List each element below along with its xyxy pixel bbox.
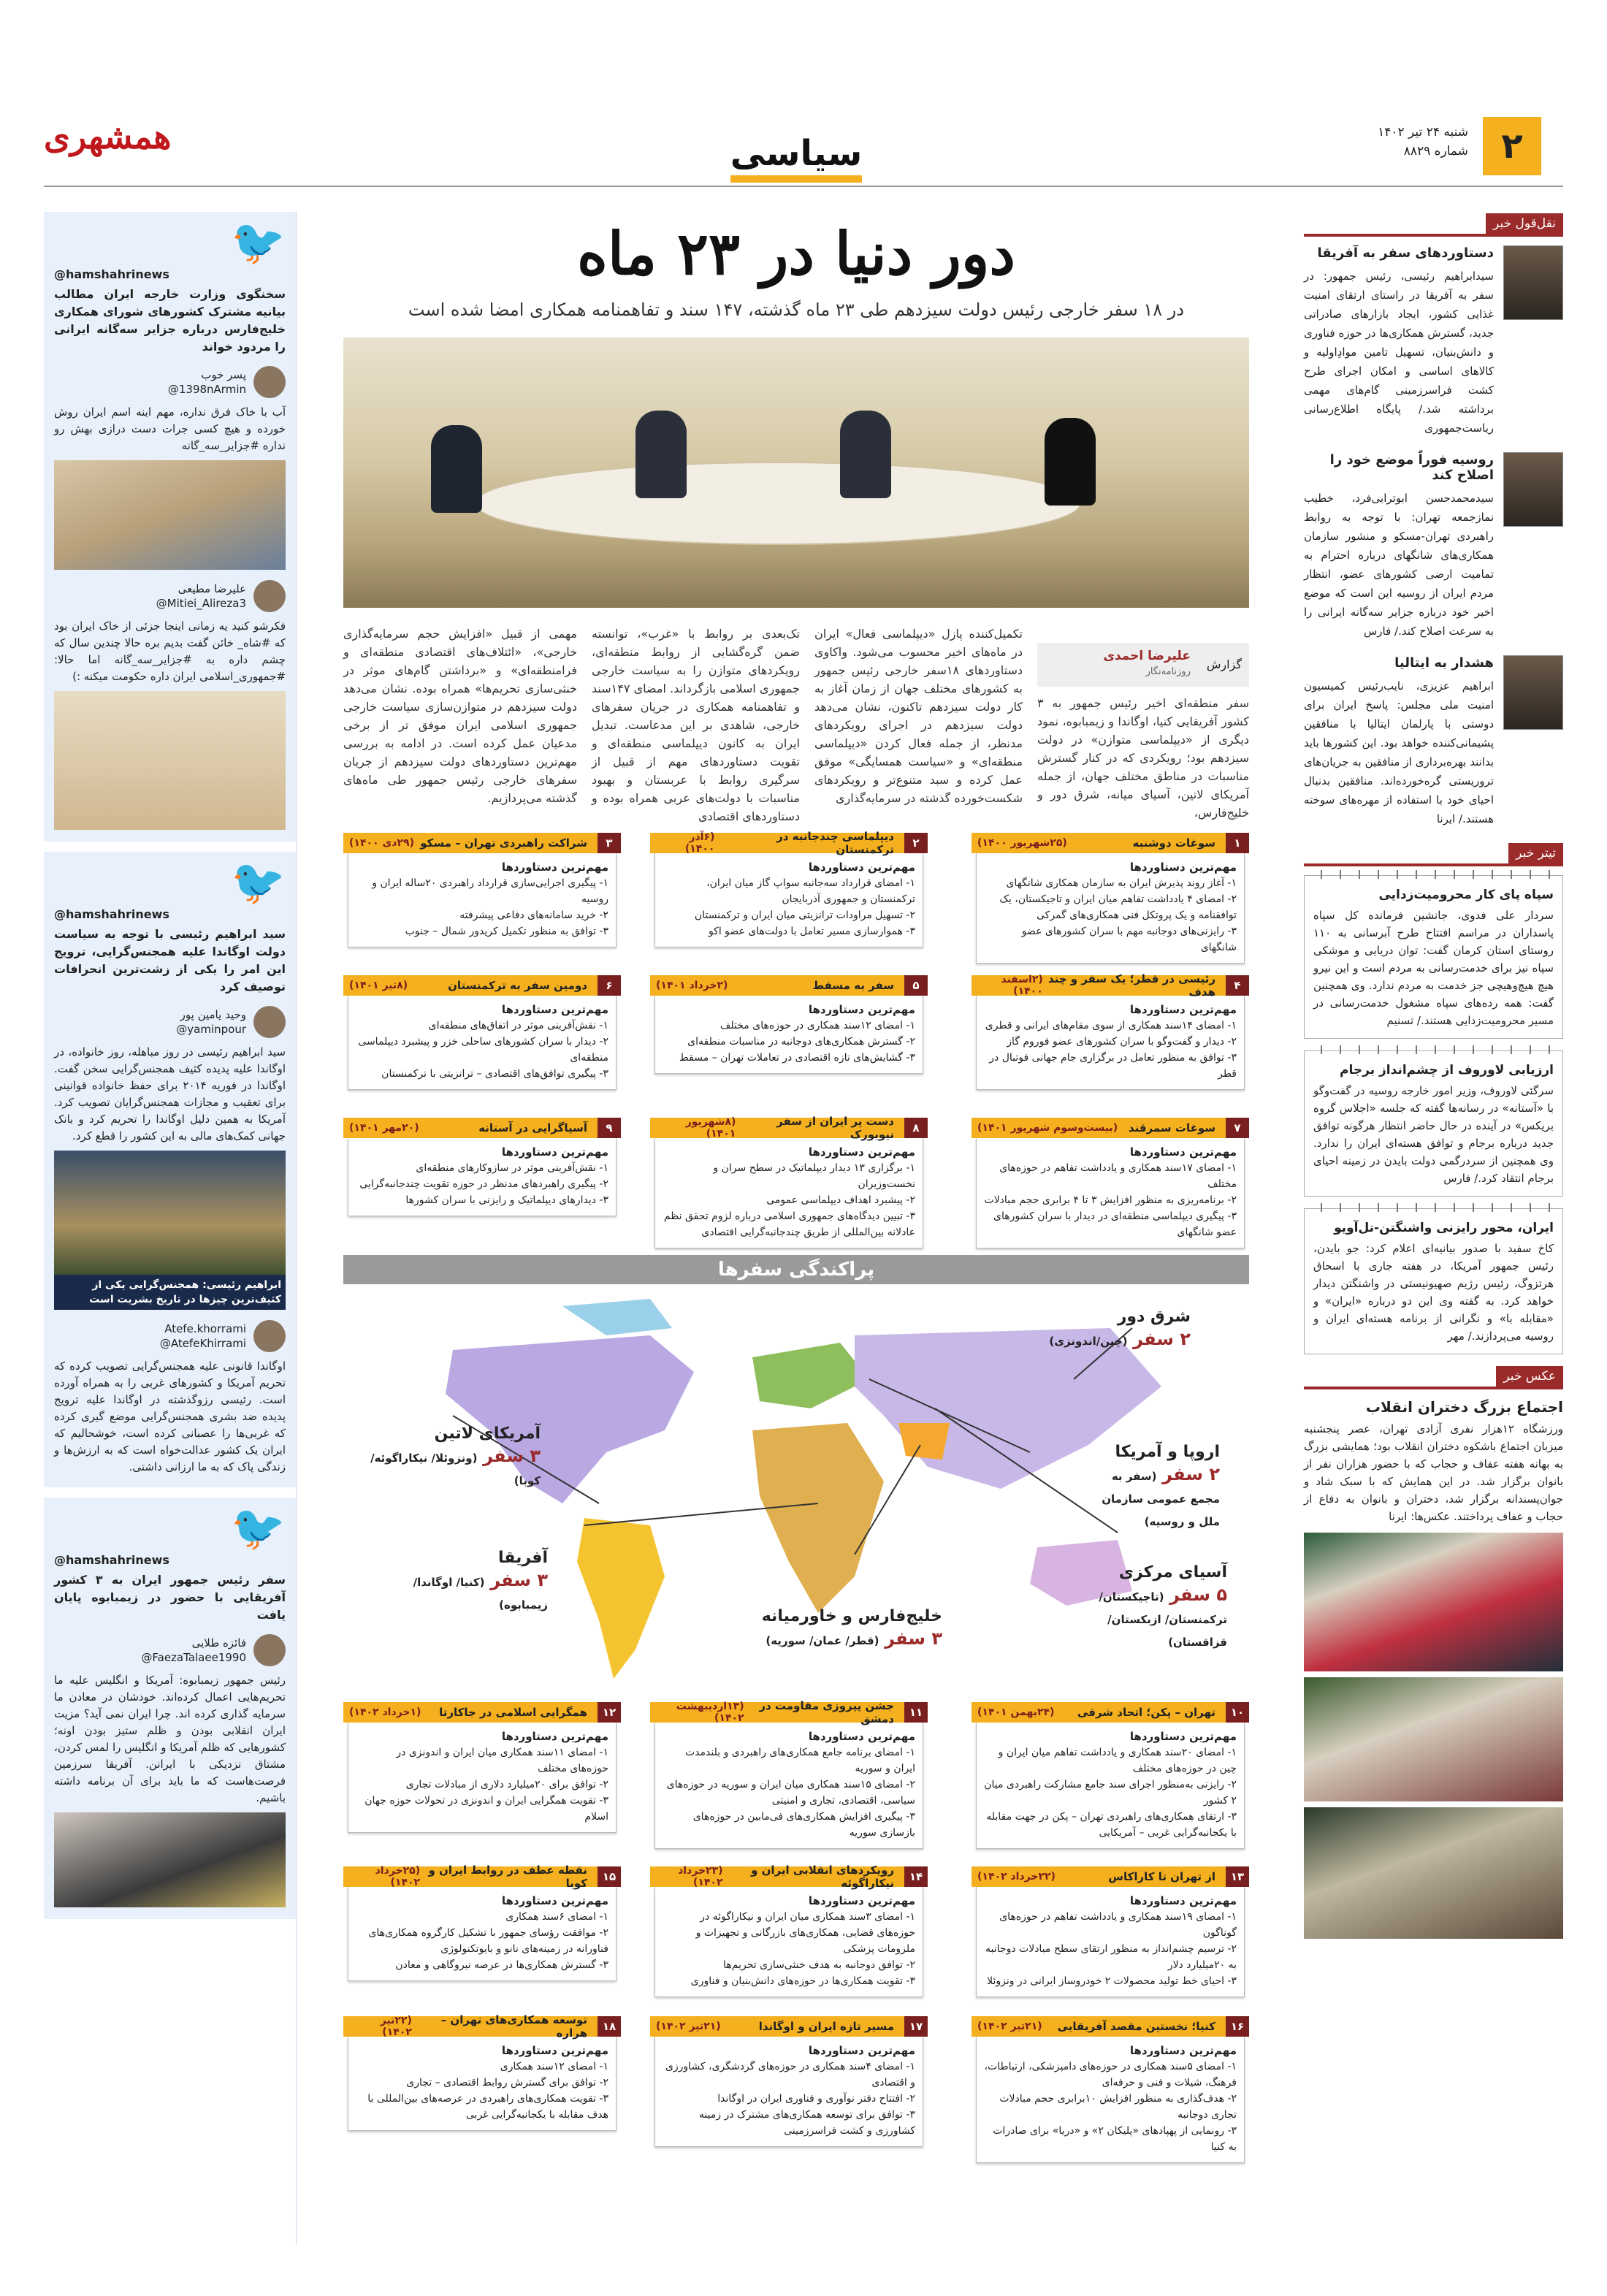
trip-number: ۱۵ [598,1866,621,1887]
quote-text: سیدمحمدحسن ابوترابی‌فرد، خطیب نمازجمعه تهران: با توجه به روابط راهبردی تهران-مسکو و منشور سازمان همکاری‌های شانگهای درباره احترام به تمامیت ارضی کشورهای عضو، انتظار مردم ایران از روسیه این است که موضع اخیر خود درباره جزایر سه‌گانه ایرانی را به سرعت اصلاح کند./ فارس [1304,492,1494,638]
trip-achievement: ۳- احیای خط تولید محصولات ۲ خودروساز ایرانی در ونزوئلا [987,1975,1237,1987]
reply-text: آب با خاک فرق نداره، مهم اینه اسم ایران روش خورده و هیچ کسی جرات دست درازی بهش رو نداره #جزایر_سه_گانه [54,405,286,452]
trip-body [348,2037,617,2131]
reply-user[interactable] [54,1320,286,1352]
trip-achievements-heading: مهم‌ترین دستاوردها [808,861,915,874]
trip-achievement: ۲- رایزنی به‌منظور اجرای سند جامع مشارکت راهبردی میان ۲ کشور [984,1779,1237,1807]
trip-achievement: ۱- امضای ۴سند همکاری در حوزه‌های گردشگری، کشاورزی و اقتصادی [665,2061,915,2089]
trip-box [650,1699,928,1849]
trip-date: (۱۳اردیبهشت ۱۴۰۲) [676,1701,744,1724]
trip-achievements-heading: مهم‌ترین دستاوردها [1129,1145,1237,1159]
trip-achievement: ۱- پیگیری اجرایی‌سازی قرارداد راهبردی ۲۰ساله ایران و روسیه [372,877,608,905]
note-text: سردار علی فدوی، جانشین فرمانده کل سپاه پاسداران در مراسم افتتاح طرح آبرسانی به ۱۱۰ روستای استان کرمان گفت: توان دریایی و موشکی سپاه نیز برای خدمت‌رسانی به مردم است و این نیرو هیچ هیچ‌وهیچی جز خدمت به مردم ندارد. وی همچنین گفت: همه رده‌های سپاه مشغول خدمت‌رسانی در مسیر محرومیت‌زدایی هستند./ تسنیم [1313,909,1554,1027]
portrait [1503,655,1563,730]
image-caption: ابراهیم رئیسی: همجنس‌گرایی یکی از کثیف‌ترین چیزها در تاریخ بشریت است [54,1275,286,1310]
reply-text: اوگاندا قانونی علیه همجنس‌گرایی تصویب کرده که تحریم آمریکا و کشورهای غربی را به همراه آورده است. رئیسی رزوگذشته در اوگاندا علیه ترویج پدیده ضد بشری همجنس‌گرایی موضع گیری کرده که غربی‌ها را عصبانی کرده است، خوشحالیم که ایران یک کشور عدالت‌خواه است که به ارزش‌ها و زندگی پاک که به ما ارزانی داشتی. [54,1359,286,1473]
trip-achievement: ۳- تقویت همکاری‌های راهبردی در عرصه‌های بین‌المللی با هدف مقابله با یکجانبه‌گرایی غربی [367,2093,608,2121]
portrait [1503,245,1563,320]
issue-info [1378,123,1468,161]
news-note [1304,875,1563,1039]
trip-number: ۷ [1226,1118,1249,1138]
trip-achievement: ۳- رونمایی از پهپادهای «پلیکان ۲» و «دریا» برای صادرات به کنیا [993,2125,1237,2153]
trip-box [343,2013,621,2131]
note-text: کاخ سفید با صدور بیانیه‌ای اعلام کرد: جو بایدن، رئیس جمهور آمریکا، در هفته جاری با اسحاق هرتزوگ، رئیس رژیم صهیونیستی در واشنگتن دیدار خواهد کرد. به گفته وی این دو درباره «ایران» و «مقابله با» و نگرانی از برنامه هسته‌ای ایران و روسیه می‌پردازند./ مهر [1313,1242,1554,1343]
trip-achievement: ۳- گشایش‌های تازه اقتصادی در تعاملات تهران – مسقط [679,1052,915,1064]
photo-text: ورزشگاه ۱۲هزار نفری آزادی تهران، عصر پنجشنبه میزبان اجتماع باشکوه دختران انقلاب بود؛ همایشی بزرگ به بهانه هفته عفاف و حجاب که با حضور هزاران نفر از بانوان برگزار شد. در این همایش که با سبک شاد و جوان‌پسندانه برگزار شد، دختران و بانوان به دفاع از حجاب و عفاف پرداختند. عکس‌ها: ایرنا [1304,1422,1564,1523]
zimbabwe-visit-image [54,1812,286,1907]
map-region-far-east: شرق دور ۲ سفر (چین/اندونزی) [1049,1308,1191,1349]
trip-header [343,1864,621,1890]
trip-header [972,1702,1249,1723]
trip-number: ۸ [904,1118,928,1138]
section-title: سیاسی [730,133,863,174]
trip-achievement: ۲- پیگیری راهبردهای مدنظر در حوزه تقویت چندجانبه‌گرایی [359,1178,608,1190]
trip-title: توسعه همکاری‌های تهران – هراره [440,2013,587,2040]
trip-body [348,996,617,1090]
trip-achievement: ۳- پیگیری افزایش همکاری‌های فی‌مابین در حوزه‌های بازسازی سوریه [692,1811,915,1839]
trip-header [343,975,621,996]
reply-user[interactable] [54,366,286,398]
trip-achievement: ۱- امضای ۱۲سند همکاری [500,2061,608,2072]
trip-box [343,1866,621,1981]
tweet-block [44,212,296,842]
rally-photo-2 [1304,1677,1563,1801]
trip-box [343,833,621,947]
trip-achievement: ۲- امضای ۱۵سند همکاری میان ایران و سوریه در حوزه‌های سیاسی، اقتصادی، تجاری و امنیتی [666,1779,915,1807]
trip-body [654,1723,923,1849]
trip-body [654,853,923,947]
trip-title: سوغات سمرقند [1128,1121,1215,1134]
trip-achievement: ۲- خرید سامانه‌های دفاعی پیشرفته [459,909,608,921]
trip-achievements-heading: مهم‌ترین دستاوردها [1129,861,1237,874]
trip-achievements-heading: مهم‌ترین دستاوردها [501,1730,608,1743]
trip-achievements-heading: مهم‌ترین دستاوردها [808,1730,915,1743]
newspaper-logo: همشهری [44,117,172,156]
trip-title: تهران – پکن؛ اتحاد شرقی [1077,1706,1215,1719]
trip-date: (۸شهریور ۱۴۰۱) [685,1116,736,1140]
trip-date: (۲۵شهریور ۱۴۰۰) [977,837,1067,849]
quote-title: روسیه فوراً موضع خود را اصلاح کند [1329,452,1494,483]
avatar [253,1320,286,1352]
trip-achievement: ۳- دیدارهای دیپلماتیک و رایزنی با سران کشورها [405,1194,608,1206]
photo-label: عکس خبر [1496,1366,1563,1387]
map-region-persian-gulf: خلیج‌فارس و خاورمیانه ۳ سفر (قطر/ عمان/ سوریه) [761,1607,942,1649]
trip-achievement: ۱- امضای ۳سند همکاری میان ایران و نیکاراگوئه در حوزه‌های قضایی، همکاری‌های بازرگانی و تجهیزات و ملزومات پزشکی [695,1911,915,1955]
person-figure [1045,418,1096,506]
twitter-bird-icon: 🐦 [231,1503,286,1554]
issue-number: شماره ۸۸۲۹ [1403,144,1468,159]
note-title: ارزیابی لاوروف از چشم‌انداز برجام [1340,1063,1554,1078]
trip-achievements-heading: مهم‌ترین دستاوردها [808,2044,915,2057]
trip-title: نقطه عطف در روابط ایران و کوبا [428,1864,587,1890]
avatar [253,1634,286,1666]
reply-user[interactable] [54,580,286,612]
trip-header [972,1118,1249,1138]
trip-box [343,1118,621,1216]
persian-gulf-map-image [54,460,286,570]
quote-title: دستاوردهای سفر به آفریقا [1317,245,1494,261]
trip-header [343,2013,621,2040]
trip-achievement: ۱- امضای ۱۲سند همکاری در حوزه‌های مختلف [719,1020,915,1031]
author-name: علیرضا احمدی [1103,649,1191,663]
trip-body [654,1138,923,1248]
trip-body [348,1138,617,1216]
trip-achievement: ۱- نقش‌آفرینی موثر در سازوکارهای منطقه‌ای [416,1162,608,1174]
trip-date: (بیست‌و‌سوم شهریور ۱۴۰۱) [977,1122,1118,1134]
trip-achievement: ۳- گسترش همکاری‌ها در عرصه نیروگاهی و معادن [395,1959,608,1971]
islands-map-image [54,691,286,830]
trip-achievement: ۱- برگزاری ۱۳ دیدار دیپلماتیک در سطح سران و نخست‌وزیران [713,1162,915,1190]
trip-title: دومین سفر به ترکمنستان [448,979,587,992]
trip-achievement: ۲- توافق برای ۲۰میلیارد دلاری از مبادلات تجاری [405,1779,608,1790]
section-underline [730,175,862,183]
trip-number: ۱۶ [1226,2016,1249,2037]
tweet-account[interactable]: @hamshahrinews [54,1553,169,1567]
quote-item [1304,452,1563,641]
tweet-lead: سخنگوی وزارت خارجه ایران مطالب بیانیه مشترک کشورهای شورای همکاری خلیج‌فارس درباره جزایر سه‌گانه ایرانی را مردود خواند [54,287,286,354]
trip-number: ۶ [598,975,621,996]
trip-title: شراکت راهبردی تهران – مسکو [420,836,587,850]
map-title: پراکندگی سفرها [343,1255,1249,1284]
trip-box [972,2016,1249,2163]
trip-achievements-heading: مهم‌ترین دستاوردها [501,1145,608,1159]
trip-body [976,996,1245,1090]
trip-achievement: ۱- امضای برنامه جامع همکاری‌های راهبردی و بلندمدت ایران و سوریه [684,1747,915,1774]
tweets-column [44,212,297,2245]
avatar [253,366,286,398]
person-figure [840,411,891,498]
trip-title: آسیاگرایی در آستانه [478,1121,587,1134]
trip-title: سفر به مسقط [812,979,894,992]
trip-header [972,972,1249,999]
trip-achievements-heading: مهم‌ترین دستاوردها [808,1145,915,1159]
trip-number: ۳ [598,833,621,853]
trip-achievements-heading: مهم‌ترین دستاوردها [1129,1894,1237,1907]
trip-box [972,972,1249,1090]
reply-name: Atefe.khorrami [164,1322,246,1335]
trip-box [972,833,1249,964]
page-number: ۲ [1483,117,1541,175]
trip-box [650,1115,928,1248]
trip-date: (۲۰مهر ۱۴۰۱) [349,1122,419,1134]
trip-title: رویکردهای انقلابی ایران و نیکاراگوئه [751,1864,894,1890]
article-col-3: تک‌بعدی بر روابط با «غرب»، توانسته ضمن گره‌گشایی از روابط منطقه‌ای، رویکردهای متوازن را به سیاست خارجی جمهوری اسلامی بازگرداند. امضای ۱۴۷سند و تفاهمنامه همکاری در جریان سفرهای خارجی، شاهدی بر این مدعاست. تبدیل ایران به کانون دیپلماسی منطقه‌ای و تقویت دستاوردهای مهم از قبیل از سرگیری روابط با عربستان و بهبود مناسبات با دولت‌های عربی همراه بوده و دستاوردهای اقتصادی [592,627,800,823]
trip-number: ۹ [598,1118,621,1138]
trip-header [343,1702,621,1723]
trip-header [972,2016,1249,2037]
trip-date: (۲۵خرداد ۱۴۰۲) [375,1865,421,1888]
trip-title: کنیا؛ نخستین مقصد آفریقایی [1057,2020,1215,2033]
trip-number: ۱۸ [598,2016,621,2037]
trip-achievement: ۳- هموارسازی مسیر تعامل با دولت‌های عضو اکو [708,926,915,937]
trip-title: دست پر ایران از سفر نیویورک [776,1115,894,1141]
trip-body [976,1723,1245,1849]
reply-handle: @FaezaTalaee1990 [141,1651,246,1664]
trip-achievements-heading: مهم‌ترین دستاوردها [501,861,608,874]
trip-achievements-heading: مهم‌ترین دستاوردها [501,2044,608,2057]
trip-number: ۱۷ [904,2016,928,2037]
tweet-block [44,1498,296,1919]
reply-text: فکرشو کنید یه زمانی اینجا جزئی از خاک ایران بود که #شاه_ خائن گفت بدیم بره حالا چندین سال که چشم داره به #جزایر_سه_گانه اما حالا: #جمهوری_اسلامی ایران داره حکومت میکنه :) [54,619,286,683]
trip-achievement: ۲- هدف‌گذاری به منظور افزایش ۱۰برابری حجم مبادلات تجاری دوجانبه [999,2093,1237,2121]
quotes-label: نقل‌قول خبر [1486,213,1563,234]
trip-date: (۲۲خرداد ۱۴۰۲) [977,1871,1056,1883]
trip-header [972,833,1249,853]
trip-achievement: ۳- ارتقای همکاری‌های راهبردی تهران – پکن در جهت مقابله با یکجانبه‌گرایی غربی – آمریکایی [986,1811,1237,1839]
reply-handle: @AtefeKhirrami [159,1337,246,1350]
map-region-europe-america: اروپا و آمریکا ۲ سفر (سفر به مجمع عمومی سازمان ملل و روسیه) [1102,1443,1220,1528]
trip-box [343,975,621,1090]
travel-map [343,1255,1249,1690]
trip-date: (۲۳خرداد ۱۴۰۲) [678,1865,723,1888]
main-headline: دور دنیا در ۲۳ ماه [576,219,1016,288]
trip-achievement: ۲- افتتاح دفتر نوآوری و فناوری ایران در اوگاندا [717,2093,915,2105]
reply-handle: @yaminpour [176,1023,246,1036]
trip-title: همگرایی اسلامی در جاکارتا [439,1706,587,1719]
trip-achievements-heading: مهم‌ترین دستاوردها [501,1003,608,1016]
tweet-account[interactable]: @hamshahrinews [54,267,169,281]
trip-title: رئیسی در قطر؛ یک سفر و چند هدف [1047,972,1215,999]
reply-name: علیرضا مطیعی [178,582,246,595]
trip-header [650,1864,928,1890]
trip-achievement: ۱- امضای ۵سند همکاری در حوزه‌های دامپزشکی، ارتباطات، فرهنگ، شیلات و فنی و حرفه‌ای [984,2061,1237,2089]
reply-text: سید ابراهیم رئیسی در روز مباهله، روز خانواده، در اوگاندا علیه پدیده کثیف همجنس‌گرایی سخن گفت. اوگاندا در فوریه ۲۰۱۴ برای حفظ خانواده قوانینی برای تعقیب و مجازات همجنس‌گرایان تصویب کرد. آمریکا به همین دلیل اوگاندا را تحریم کرد و بانک جهانی کمک‌های مالی به این کشور را قطع کرد. [54,1045,286,1143]
byline-role: گزارش [1206,657,1242,671]
quote-item [1304,655,1563,828]
trip-header [650,830,928,856]
map-region-central-asia: آسیای مرکزی ۵ سفر (تاجیکستان/ ترکمنستان/ ازبکستان/ قزاقستان) [1099,1563,1227,1649]
trip-achievements-heading: مهم‌ترین دستاوردها [1129,1730,1237,1743]
news-label: تیتر خبر [1508,843,1563,863]
trip-achievement: ۳- تبیین دیدگاه‌های جمهوری اسلامی درباره لزوم تحقق نظم عادلانه بین‌المللی از طریق چندجانبه‌گرایی اقتصادی [663,1210,915,1238]
tweet-lead: سید ابراهیم رئیسی با توجه به سیاست دولت اوگاندا علیه همجنس‌گرایی، ترویج این امر را یکی از زشت‌ترین انحرافات توصیف کرد [54,927,286,993]
trip-achievement: ۳- توافق به منظور تکمیل کریدور شمال – جنوب [405,926,608,937]
trip-header [343,1118,621,1138]
quote-text: سیدابراهیم رئیسی، رئیس جمهور: در سفر به آفریقا در راستای ارتقای امنیت غذایی کشور، ایجاد بازارهای صادراتی جدید، گسترش همکاری‌ها در حوزه فناوری و دانش‌بنیان، تسهیل تامین موادِاولیه و کالاهای اساسی و امکان اجرای طرح کشت فراسرزمینی گام‌های مهمی برداشته شد./ پایگاه اطلاع‌رسانی ریاست‌جمهوری [1304,270,1494,435]
trip-achievement: ۱- امضای ۱۴سند همکاری از سوی مقام‌های ایرانی و قطری [985,1020,1237,1031]
trip-date: (۶آذر ۱۴۰۰) [684,831,715,855]
reply-name: وحید یامین پور [180,1008,246,1021]
trip-box [650,830,928,947]
avatar [253,580,286,612]
article-col-2: تکمیل‌کننده پازل «دیپلماسی فعال» ایران در ماه‌های اخیر محسوب می‌شود. واکاوی دستاوردهای ۱۸سفر خارجی رئیس جمهور به کشورهای مختلف جهان از زمان آغاز به کار دولت سیزدهم تاکنون، نشان می‌دهد دولت سیزدهم در اجرای رویکردهای مدنظر، از جمله فعال کردن «دیپلماسی منطقه‌ای» و «سیاست همسایگی» موفق عمل کرده و سبد متنوع‌تر و رویکردهای شکست‌خورده گذشته در سرمایه‌گذاری [814,627,1023,805]
portrait [1503,452,1563,527]
reply-user[interactable] [54,1006,286,1038]
trip-box [972,1866,1249,1997]
note-title: سپاه پای کار محرومیت‌زدایی [1378,888,1554,902]
trip-number: ۱۲ [598,1702,621,1723]
trip-achievement: ۱- نقش‌آفرینی موثر در اتفاق‌های منطقه‌ای [428,1020,608,1031]
reply-user[interactable] [54,1634,286,1666]
note-title: ایران، محور رایزنی واشنگتن-تل‌آویو [1334,1221,1554,1235]
trip-date: (۲۲تیر ۱۴۰۲) [380,2015,412,2038]
trip-date: (۲خرداد ۱۴۰۱) [656,980,728,991]
trip-title: از تهران تا کاراکاس [1108,1870,1215,1883]
trip-achievements-heading: مهم‌ترین دستاوردها [808,1894,915,1907]
author-title: روزنامه‌نگار [1145,666,1191,677]
trip-achievement: ۱- آغاز روند پذیرش ایران به سازمان همکاری شانگهای [1006,877,1237,889]
trip-achievement: ۱- امضای ۱۱سند همکاری میان ایران و اندونزی در حوزه‌های مختلف [396,1747,608,1774]
reply-handle: @Mitiei_Alireza3 [156,597,246,610]
trip-date: (۱خرداد ۱۴۰۲) [349,1706,421,1718]
trip-box [343,1702,621,1833]
trip-number: ۱۰ [1226,1702,1249,1723]
trip-date: (۸تیر ۱۴۰۱) [349,980,408,991]
map-region-latin-america: آمریکای لاتین ۳ سفر (ونزوئلا/ نیکاراگوئه/ کوبا) [370,1424,541,1487]
trip-box [650,1866,928,1997]
trip-number: ۲ [904,833,928,853]
person-figure [635,411,687,498]
trip-achievement: ۲- دیدار با سران کشورهای ساحلی خزر و پیشبرد دیپلماسی منطقه‌ای [358,1036,608,1064]
quote-item [1304,245,1563,438]
reply-name: پسر خوب [201,368,246,381]
trip-achievement: ۳- تقویت همکاری‌ها در حوزه‌های دانش‌بنیان و فناوری [690,1975,915,1987]
trip-number: ۱ [1226,833,1249,853]
trip-achievement: ۲- تسهیل مراودات ترانزیتی میان ایران و ترکمنستان [694,909,915,921]
trip-body [348,853,617,947]
header-rule [44,186,1563,187]
trip-title: جشن پیروزی مقاومت در دمشق [759,1699,894,1725]
trip-header [972,1866,1249,1887]
trip-body [348,1723,617,1833]
reply-text: رئیس جمهور زیمبابوه: آمریکا و انگلیس علیه ما تحریم‌هایی اعمال کرده‌اند. خودشان در معادن ما سرمایه گذاری کرده اند. چرا ایران نمی آید؟ مزیت ایران انقلابی بودن و ظلم ستیز بودن اونه؛ کشورهایی که ظلم آمریکا و انگلیس را لمس کردن، مشتاق نزدیکی با ایرانن. آفریقا سرزمین فرصت‌هاست که ما باید برای آن برنامه داشته باشیم. [54,1674,286,1804]
trip-number: ۵ [904,975,928,996]
article-col-1: سفر منطقه‌ای اخیر رئیس جمهور به ۳ کشور آفریقایی کنیا، اوگاندا و زیمبابوه، نمود دیگری از «دیپلماسی متوازن» در دولت سیزدهم بود؛ رویکردی که در کنار گسترش مناسبات در مناطق مختلف جهان، از جمله آمریکای لاتین، آسیای میانه، شرق دور و خلیج‌فارس، [1037,696,1249,820]
quote-title: هشدار به ایتالیا [1394,655,1494,671]
trip-body [348,1887,617,1981]
trip-header [650,1115,928,1141]
trip-title: سوغات دوشنبه [1132,836,1215,850]
trip-body [654,1887,923,1997]
trip-header [650,1699,928,1725]
trip-body [976,1138,1245,1248]
main-subtitle: در ۱۸ سفر خارجی رئیس دولت سیزدهم طی ۲۳ ماه گذشته، ۱۴۷ سند و تفاهمنامه همکاری امضا شده است [408,300,1185,320]
tweet-account[interactable]: @hamshahrinews [54,907,169,921]
trip-date: (۲۱تیر ۱۴۰۲) [656,2021,721,2032]
trip-box [650,2016,928,2147]
trip-achievement: ۳- پیگیری دیپلماسی منطقه‌ای در دیدار با سران کشورهای عضو شانگهای [993,1210,1237,1238]
trip-achievement: ۲- توافق دوجانبه به هدف خنثی‌سازی تحریم‌ها [723,1959,915,1971]
rally-photo-3 [1304,1807,1563,1939]
trip-achievements-heading: مهم‌ترین دستاوردها [1129,1003,1237,1016]
trip-achievement: ۳- پیگیری توافق‌های اقتصادی – ترانزیتی با ترکمنستان [381,1068,608,1080]
trip-achievement: ۱- امضای ۱۷سند همکاری و یادداشت تفاهم در حوزه‌های مختلف [999,1162,1237,1190]
avatar [253,1006,286,1038]
trip-body [976,853,1245,964]
trip-achievement: ۱- امضای ۱۹سند همکاری و یادداشت تفاهم در حوزه‌های گوناگون [999,1911,1237,1939]
map-region-africa: آفریقا ۳ سفر (کنیا/ اوگاندا/ زیمبابوه) [413,1549,548,1612]
trip-body [654,996,923,1074]
photo-title: اجتماع بزرگ دختران انقلاب [1365,1398,1563,1416]
note-text: سرگئی لاوروف، وزیر امور خارجه روسیه در گفت‌وگو با «آستانه» در رسانه‌ها گفته که جلسه «اجلاس گروه بریکس» در آینده در حال حاضر انتظار هرگونه توافق جدید درباره برجام و توافق هسته‌ای ایران را ندارد. وی همچنین از سردرگمی دولت بایدن در زمینه احیای برجام انتقاد کرد./ فارس [1313,1084,1554,1185]
trip-box [972,1118,1249,1248]
issue-date: شنبه ۲۴ تیر ۱۴۰۲ [1378,125,1468,140]
trip-number: ۱۱ [904,1702,928,1723]
trip-date: (۲۱تیر ۱۴۰۲) [977,2021,1042,2032]
trip-achievement: ۱- امضای قرارداد سه‌جانبه سواپ گاز میان ایران، ترکمنستان و جمهوری آذربایجان [706,877,915,905]
trip-box [972,1702,1249,1849]
person-figure [431,425,482,513]
trip-title: دیپلماسی چندجانبه در ترکمنستان [776,830,894,856]
reply-handle: @1398nArmin [167,383,246,396]
trip-body [654,2037,923,2147]
trip-achievement: ۲- ترسیم چشم‌انداز به منظور ارتقای سطح مبادلات دوجانبه به ۲۰میلیارد دلار [985,1943,1237,1971]
trip-header [650,2016,928,2037]
trip-header [343,833,621,853]
trip-title: مسیر تازه ایران و اوگاندا [758,2020,894,2033]
trip-achievements-heading: مهم‌ترین دستاوردها [1129,2044,1237,2057]
round-table [475,462,1081,545]
quote-text: ابراهیم عزیزی، نایب‌رئیس کمیسیون امنیت ملی مجلس: پاسخ ایران برای دوستی با پارلمان ایتالیا با منافقین پشیمانی‌کننده خواهد بود. این کشورها باید بدانند بهره‌برداری از منافقین به جریان‌های تروریستی گره‌خورده‌اند. منافقین بدنبال احیای خود با استفاده از مهره‌های سوخته هستند./ ایرنا [1304,679,1494,825]
trip-achievement: ۱- امضای ۶سند همکاری [505,1911,608,1923]
news-note [1304,1208,1563,1354]
byline [1037,643,1249,687]
trip-body [976,1887,1245,1997]
rally-photo-1 [1304,1533,1563,1671]
hero-photo [343,337,1249,608]
tweet-lead: سفر رئیس جمهور ایران به ۳ کشور آفریقایی با حضور در زیمبابوه پایان یافت [54,1573,286,1622]
region-middle-east [898,1423,950,1460]
trip-achievement: ۲- امضای ۴ یادداشت تفاهم میان ایران و تاجیکستان، یک توافقنامه و یک پروتکل فنی همکاری‌های گمرکی [999,893,1237,921]
trip-achievement: ۲- موافقت رؤسای جمهور با تشکیل کارگروه همکاری‌های فناورانه در زمینه‌های نانو و بایوتکنولوژی [368,1927,608,1955]
trip-achievement: ۲- گسترش همکاری‌های دوجانبه در مناسبات منطقه‌ای [687,1036,915,1048]
trip-achievement: ۱- امضای ۲۰سند همکاری و یادداشت تفاهم میان ایران و چین در حوزه‌های مختلف [998,1747,1237,1774]
trip-body [976,2037,1245,2163]
trip-achievement: ۳- توافق به منظور تعامل در برگزاری جام جهانی فوتبال در قطر [989,1052,1237,1080]
trip-achievement: ۲- دیدار و گفت‌وگو با سران کشورهای عضو فوروم گاز [1007,1036,1237,1048]
trip-number: ۱۳ [1226,1866,1249,1887]
trip-achievement: ۲- پیشبرد اهداف دیپلماسی عمومی [766,1194,915,1206]
article-col-4: مهمی از قبیل «افزایش حجم سرمایه‌گذاری خارجی»، «ائتلاف‌های اقتصادی منطقه‌ای و فرامنطقه‌ای» و «برداشتن گام‌های موثر در خنثی‌سازی تحریم‌ها» همراه بوده. نشان می‌دهد دولت سیزدهم در متوازن‌سازی سیاست خارجی جمهوری اسلامی ایران موفق تر از برخی مدعیان عمل کرده است. در ادامه به بررسی مهم‌ترین دستاوردهای دولت سیزدهم از جریان سفرهای خارجی رئیس جمهور طی ماه‌های گذشته می‌پردازیم. [343,627,577,805]
trip-header [650,975,928,996]
trip-achievement: ۲- توافق برای گسترش روابط اقتصادی – تجاری [406,2077,608,2089]
trip-achievements-heading: مهم‌ترین دستاوردها [808,1003,915,1016]
trip-number: ۴ [1226,975,1249,996]
news-note [1304,1050,1563,1197]
trip-achievement: ۳- رایزنی‌های دوجانبه مهم با سران کشورهای عضو شانگهای [1021,926,1237,953]
trip-achievement: ۳- توافق برای توسعه همکاری‌های مشترک در زمینه کشاورزی و کشت فراسرزمینی [698,2109,915,2137]
trip-number: ۱۴ [904,1866,928,1887]
trip-achievement: ۲- برنامه‌ریزی به منظور افزایش ۳ تا ۴ برابری حجم مبادلات [984,1194,1237,1206]
trip-date: (۲اسفند ۱۴۰۰) [1001,974,1043,997]
trip-achievements-heading: مهم‌ترین دستاوردها [501,1894,608,1907]
twitter-bird-icon: 🐦 [231,857,286,908]
reply-name: فائزه طلایی [191,1636,246,1649]
twitter-bird-icon: 🐦 [231,217,286,268]
trip-date: (۲۹دی ۱۴۰۰) [349,837,414,849]
right-column [1304,213,1563,1939]
trip-box [650,975,928,1074]
trip-achievement: ۳- تقویت همگرایی ایران و اندونزی در تحولات حوزه جهان اسلام [364,1795,608,1823]
tweet-block [44,852,296,1487]
news-screenshot-image [54,1151,286,1275]
trip-date: (۲۴بهمن ۱۴۰۱) [977,1706,1055,1718]
